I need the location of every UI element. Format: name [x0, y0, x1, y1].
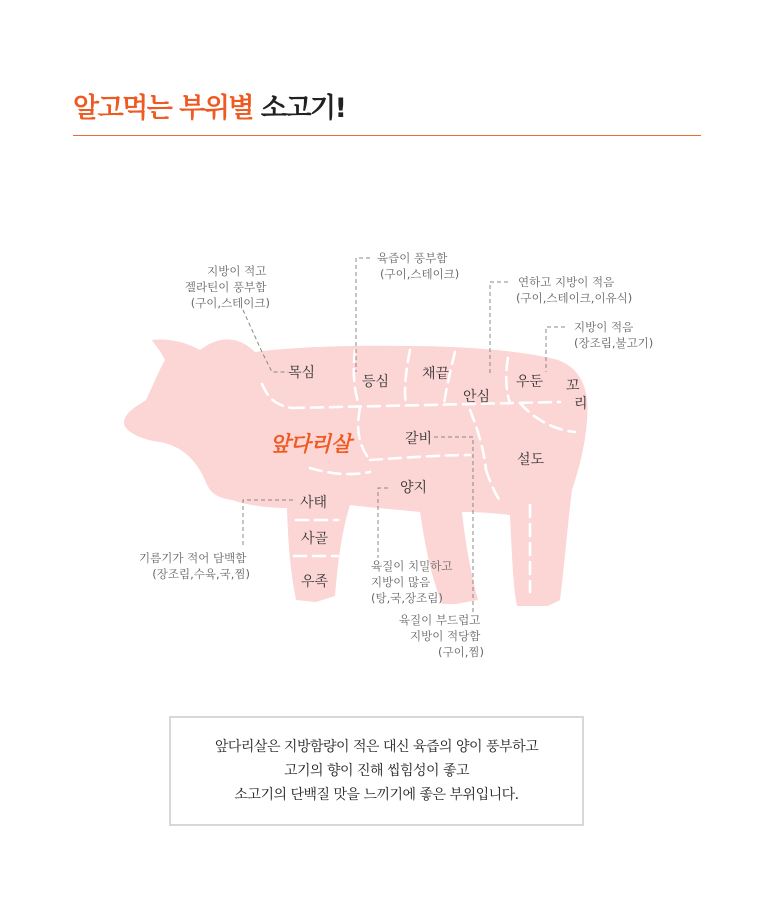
note-udun: 지방이 적음 (장조림,불고기) [574, 320, 654, 350]
summary-line: 고기의 향이 진해 씹힘성이 좋고 [283, 763, 470, 779]
summary-line: 소고기의 단백질 맛을 느끼기에 좋은 부위입니다. [234, 787, 519, 803]
cut-label-yangji: 양지 [400, 480, 428, 496]
cut-label-udun: 우둔 [516, 374, 544, 390]
note-ansim: 연하고 지방이 적음 (구이,스테이크,이유식) [516, 275, 633, 305]
summary-line: 앞다리살은 지방함량이 적은 대신 육즙의 양이 풍부하고 [214, 739, 539, 755]
note-moksim: 지방이 적고 젤라틴이 풍부함 (구이,스테이크) [184, 264, 270, 310]
cut-label-ansim: 안심 [463, 389, 491, 405]
cut-label-deungsim: 등심 [362, 374, 390, 390]
cut-label-sagol: 사골 [301, 531, 329, 547]
note-deungsim: 육즙이 풍부함 (구이,스테이크) [377, 251, 460, 281]
note-satae: 기름기가 적어 담백함 (장조림,수육,국,찜) [139, 551, 250, 581]
summary-box [169, 716, 584, 826]
cut-label-chaekkeut: 채끝 [422, 366, 450, 382]
cut-label-ujok: 우족 [301, 574, 329, 590]
cut-label-galbi: 갈비 [405, 431, 433, 447]
cut-label-kkori-1: 꼬 [566, 378, 580, 394]
cut-label-seoldo: 설도 [517, 452, 545, 468]
title-accent: 알고먹는 부위별 [73, 93, 253, 124]
cut-label-satae: 사태 [300, 495, 328, 511]
cut-label-moksim: 목심 [288, 365, 316, 381]
cut-label-apdari: 앞다리살 [270, 432, 352, 456]
cut-label-kkori-2: 리 [574, 396, 588, 412]
note-yangji: 육질이 치밀하고 지방이 많음 (탕,국,장조림) [371, 559, 453, 605]
title-main: 소고기! [260, 93, 346, 124]
note-galbi: 육질이 부드럽고 지방이 적당함 (구이,찜) [398, 613, 484, 659]
